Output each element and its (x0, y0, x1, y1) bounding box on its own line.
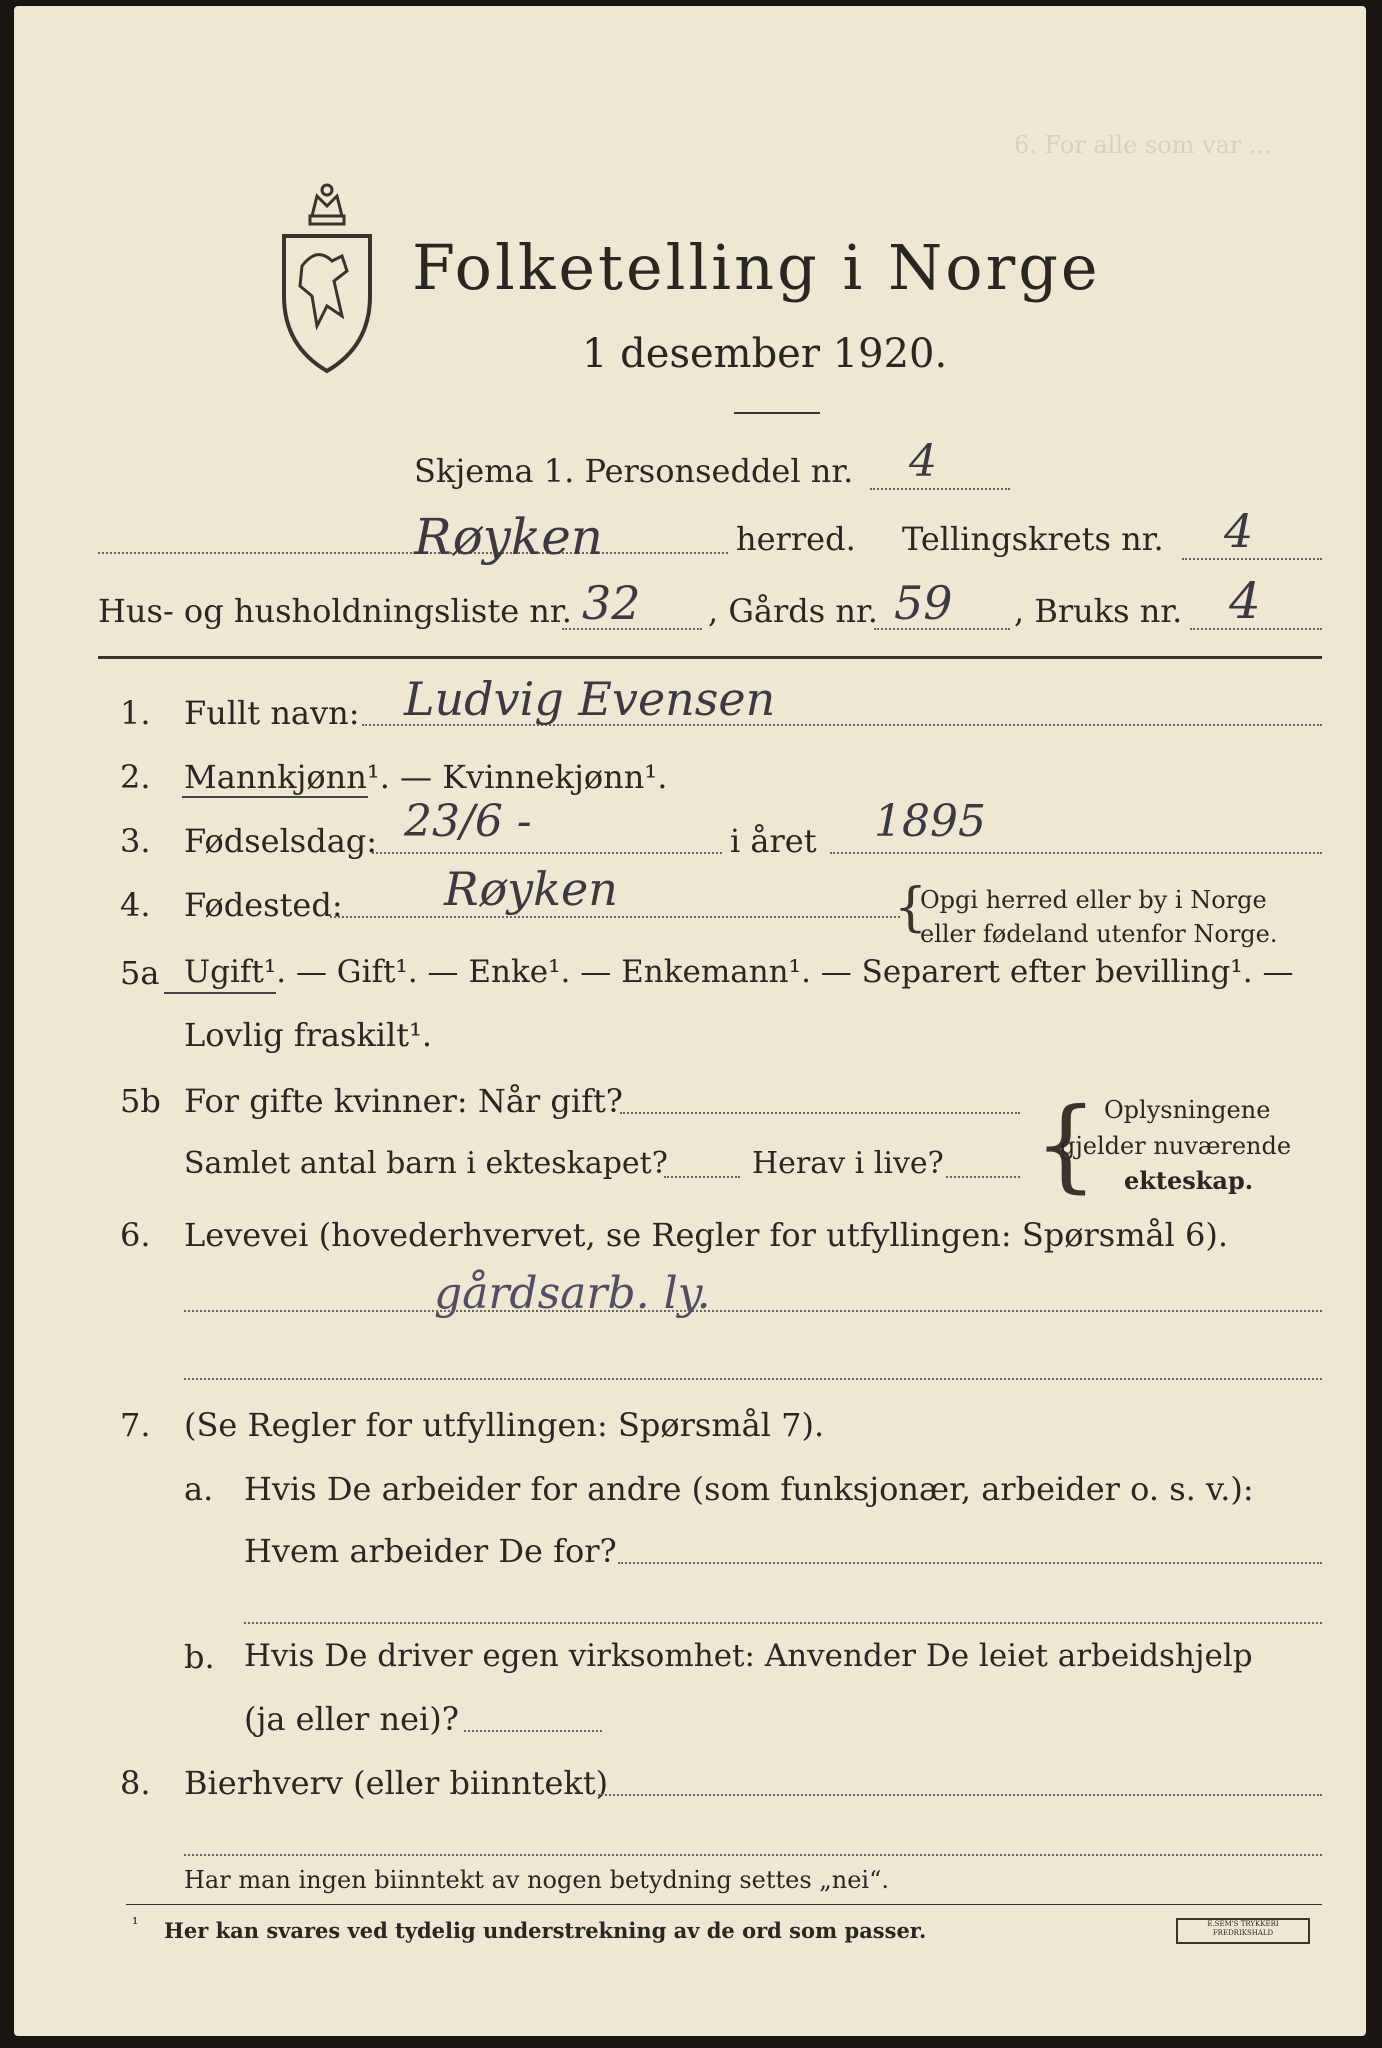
printer-stamp: E.SEM'S TRYKKERI FREDRIKSHALD (1176, 1918, 1310, 1944)
q1-label: Fullt navn: (184, 694, 360, 732)
q8-note: Har man ingen biinntekt av nogen betydning settes „nei“. (184, 1866, 889, 1894)
q1-value: Ludvig Evensen (404, 672, 776, 726)
gards-value: 59 (894, 576, 953, 630)
q5a-underline-ugift (164, 992, 276, 994)
bleed-through-text: 6. For alle som var ... (1014, 131, 1272, 159)
personseddel-value: 4 (909, 436, 937, 487)
q5b-label: For gifte kvinner: Når gift? (184, 1082, 623, 1120)
footnote-mark: ¹ (132, 1914, 139, 1933)
q4-dotline (330, 916, 900, 918)
gards-label: , Gårds nr. (708, 592, 878, 630)
herred-dotline (98, 552, 728, 554)
q6-number: 6. (120, 1216, 151, 1254)
q5b-note-brace: { (1034, 1086, 1098, 1203)
q3-value: 23/6 - (404, 796, 532, 847)
q7b-dotline (464, 1730, 602, 1732)
q4-note-line1: Opgi herred eller by i Norge (920, 886, 1267, 914)
q2-number: 2. (120, 758, 151, 796)
bruks-value: 4 (1229, 572, 1261, 630)
q2-underline-mannkjonn (182, 796, 368, 798)
q6-dotline-2 (184, 1378, 1322, 1380)
q5b-dotline-2 (664, 1176, 740, 1178)
bruks-label: , Bruks nr. (1014, 592, 1183, 630)
q5b-note-line2: gjelder nuværende (1060, 1132, 1292, 1160)
q7b-label-2: (ja eller nei)? (244, 1700, 459, 1738)
q5b-note-line3: ekteskap. (1124, 1166, 1254, 1195)
q1-number: 1. (120, 694, 151, 732)
q3-year-dotline (830, 852, 1322, 854)
q5b-note-line1: Oplysningene (1104, 1096, 1271, 1124)
form-title: Folketelling i Norge (412, 231, 1101, 304)
herred-value: Røyken (414, 508, 604, 566)
q7a-label-2: Hvem arbeider De for? (244, 1532, 617, 1570)
title-divider (734, 412, 820, 414)
schema-label: Skjema 1. Personseddel nr. (414, 452, 854, 490)
q7a-number: a. (184, 1470, 214, 1508)
q3-number: 3. (120, 822, 151, 860)
schema-dotline (870, 488, 1010, 490)
tellingskrets-label: Tellingskrets nr. (902, 520, 1164, 558)
q3-label: Fødselsdag: (184, 822, 378, 860)
q5b-dotline-1 (620, 1112, 1020, 1114)
q5b-dotline-3 (946, 1176, 1020, 1178)
husliste-value: 32 (582, 576, 641, 630)
q8-dotline-2 (184, 1854, 1322, 1856)
q5a-label-2: Lovlig fraskilt¹. (184, 1016, 433, 1054)
q7b-number: b. (184, 1638, 215, 1676)
footnote-text: Her kan svares ved tydelig understrekning av de ord som passer. (164, 1918, 927, 1943)
q5b-label-2: Samlet antal barn i ekteskapet? (184, 1146, 668, 1181)
q3-dotline (372, 852, 722, 854)
q4-label: Fødested: (184, 886, 343, 924)
q3-year-value: 1895 (874, 796, 986, 847)
q4-note-line2: eller fødeland utenfor Norge. (920, 920, 1278, 948)
q2-label: Mannkjønn¹. — Kvinnekjønn¹. (184, 758, 668, 796)
q8-dotline-1 (598, 1794, 1322, 1796)
q7-label: (Se Regler for utfyllingen: Spørsmål 7). (184, 1406, 825, 1444)
header-divider (98, 656, 1322, 659)
q3-year-label: i året (730, 822, 817, 860)
q8-number: 8. (120, 1764, 151, 1802)
q7a-label: Hvis De arbeider for andre (som funksjonær, arbeider o. s. v.): (244, 1470, 1254, 1508)
q7-number: 7. (120, 1406, 151, 1444)
q6-label: Levevei (hovederhvervet, se Regler for utfyllingen: Spørsmål 6). (184, 1216, 1229, 1254)
husliste-label: Hus- og husholdningsliste nr. (98, 592, 572, 630)
tellingskrets-value: 4 (1224, 504, 1254, 558)
q8-label: Bierhverv (eller biinntekt) (184, 1764, 609, 1802)
q5a-number: 5a (120, 954, 160, 992)
coat-of-arms-icon (272, 176, 382, 376)
q7b-label: Hvis De driver egen virksomhet: Anvender De leiet arbeidshjelp (244, 1638, 1253, 1674)
q4-number: 4. (120, 886, 151, 924)
q4-note-brace: { (894, 878, 928, 938)
q6-dotline-1 (184, 1310, 1322, 1312)
q7a-dotline-2 (244, 1622, 1322, 1624)
herred-label: herred. (736, 520, 856, 558)
tellingskrets-dotline (1182, 558, 1322, 560)
q7a-dotline-1 (618, 1562, 1322, 1564)
q4-value: Røyken (444, 862, 618, 916)
census-form-page (14, 6, 1366, 2036)
q5a-label: Ugift¹. — Gift¹. — Enke¹. — Enkemann¹. — Separert efter bevilling¹. — (184, 954, 1294, 990)
form-date: 1 desember 1920. (582, 331, 948, 377)
footnote-divider (126, 1904, 1322, 1905)
q5b-number: 5b (120, 1082, 161, 1120)
q5b-label-3: Herav i live? (752, 1146, 944, 1181)
q6-value: gårdsarb. ly. (434, 1268, 711, 1319)
